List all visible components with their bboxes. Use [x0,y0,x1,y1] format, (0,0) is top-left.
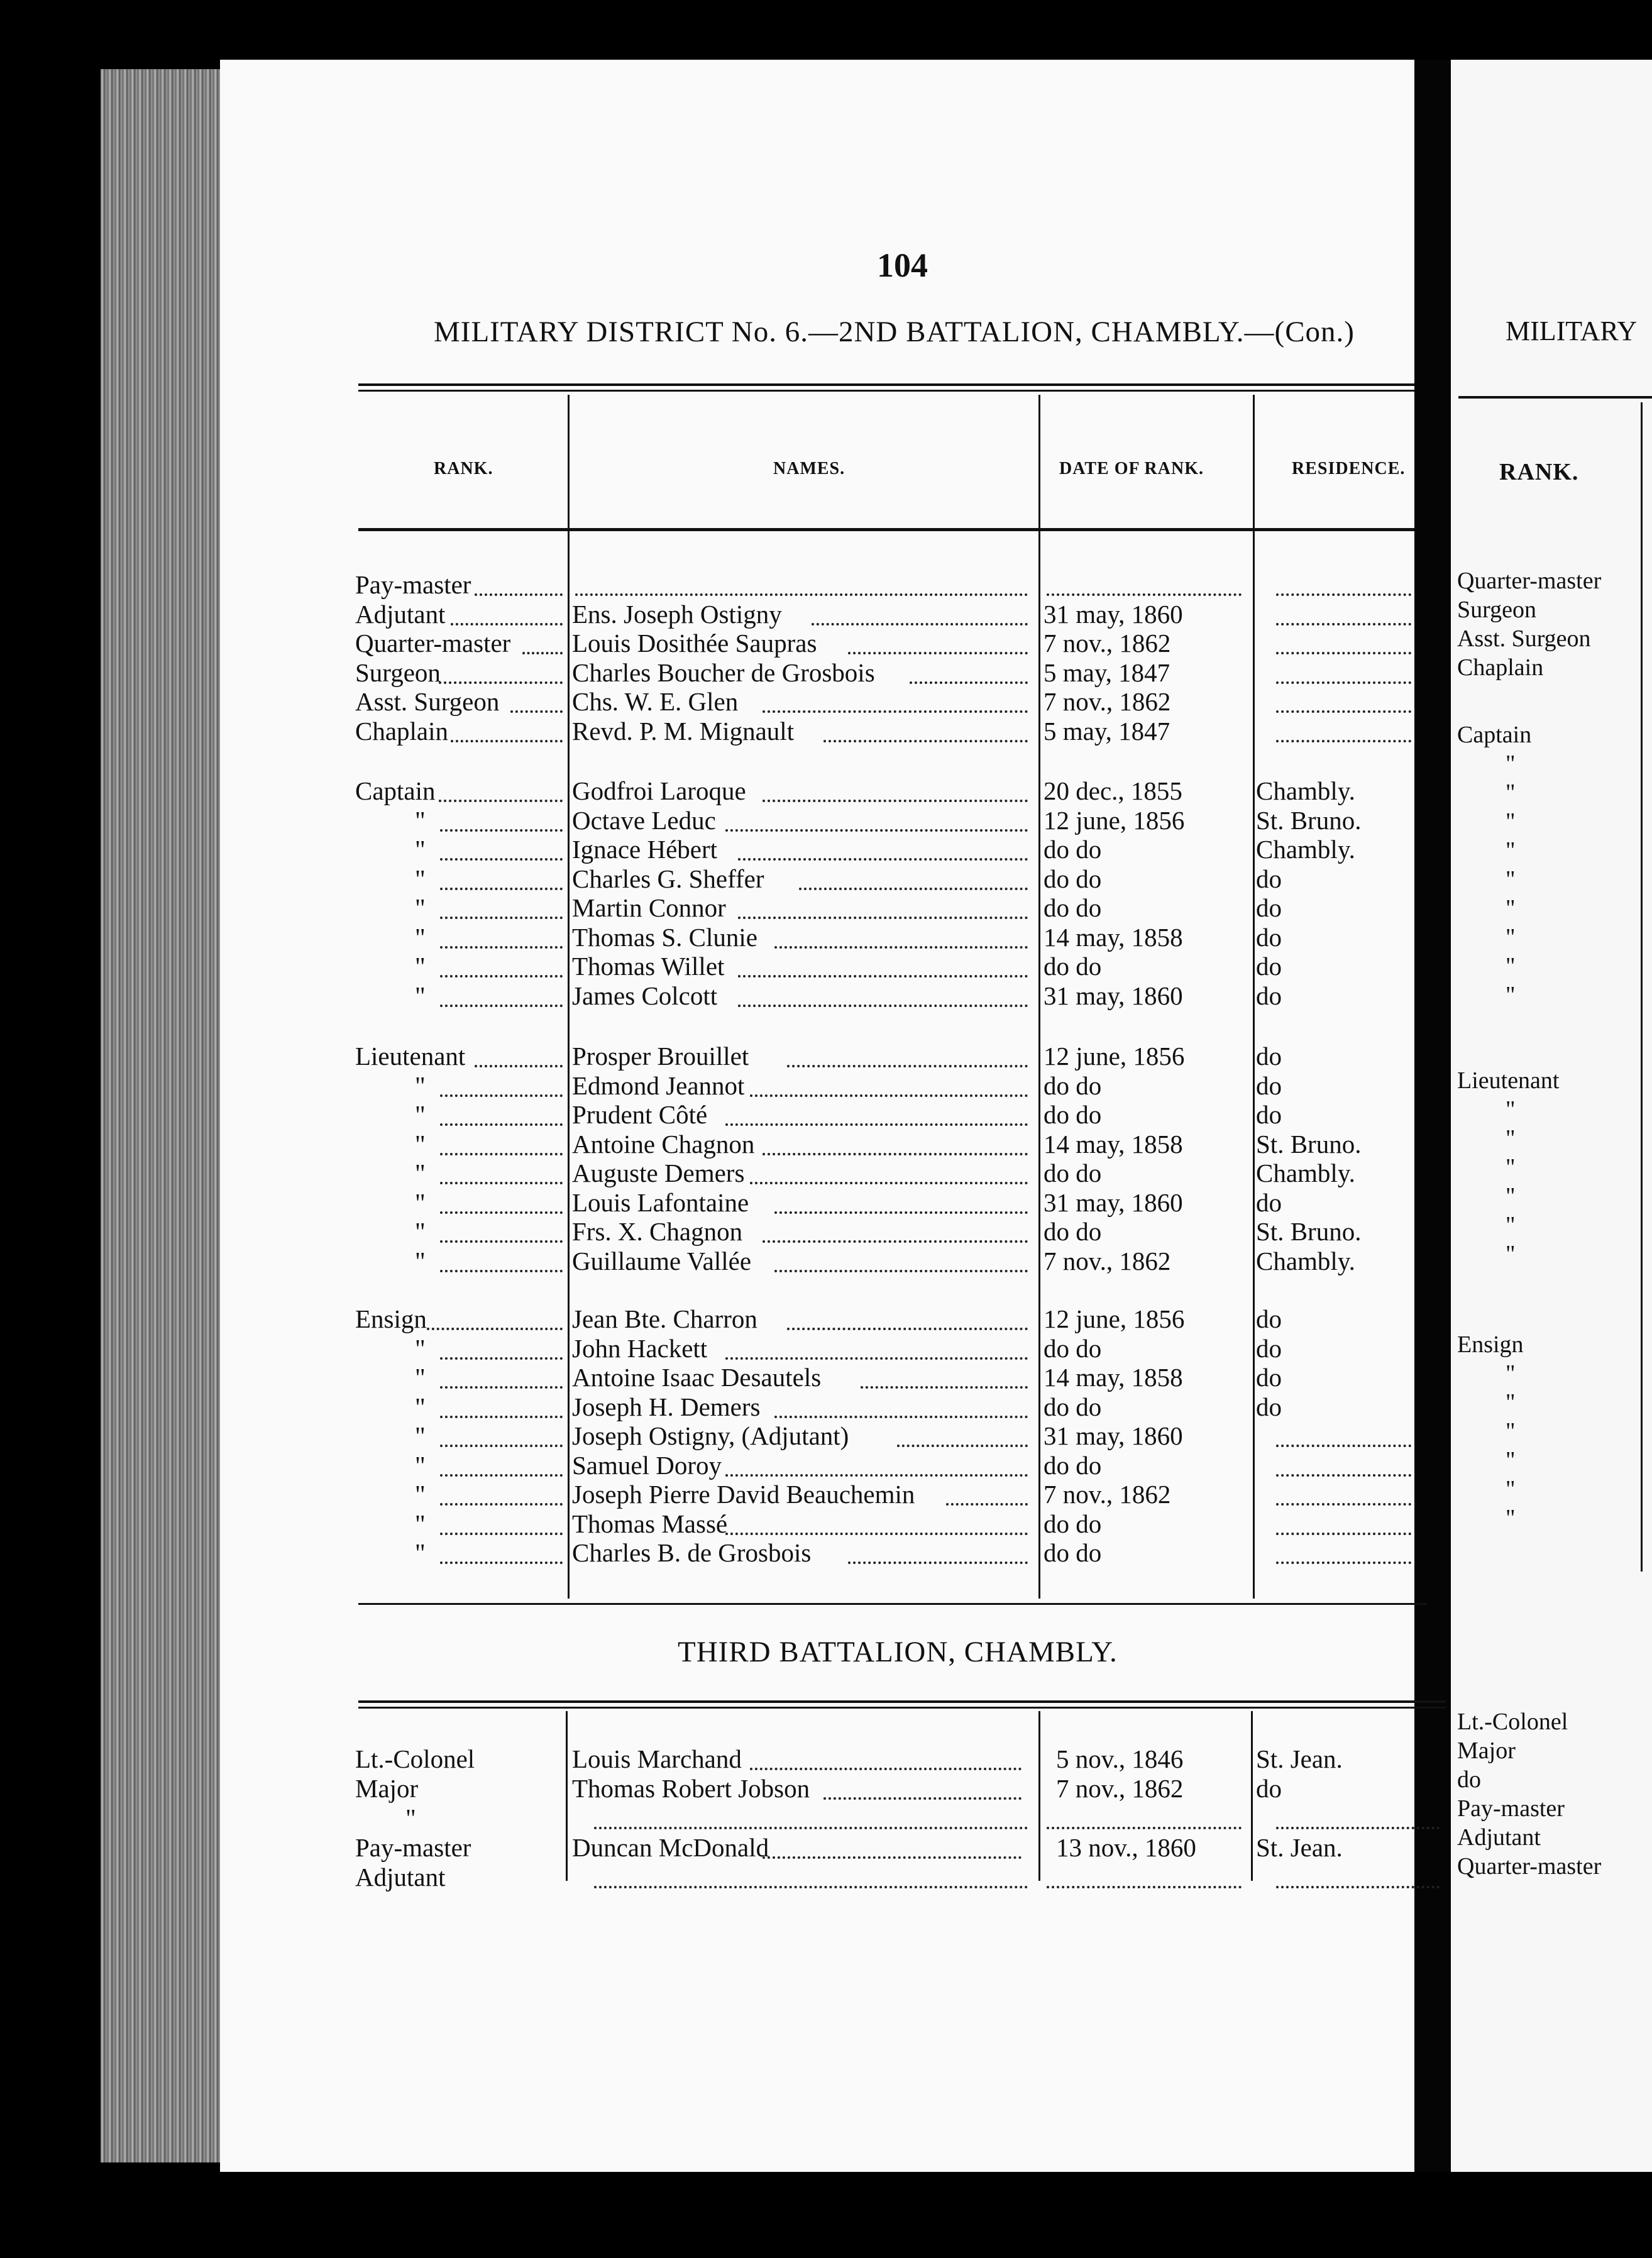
leader-dots [787,1328,1028,1330]
leader-dots [440,829,563,832]
leader-dots [440,917,563,919]
header-residence: RESIDENCE. [1292,459,1406,478]
leader-dots [1276,1533,1411,1535]
right-rank-cell: " [1506,953,1516,979]
col-divider-3 [1253,395,1255,1599]
leader-dots [1047,1886,1242,1888]
header-rank: RANK. [434,459,493,478]
rank-cell: Major [355,1774,419,1803]
residence-cell: Chambly. [1256,1159,1355,1187]
name-cell: Martin Connor [572,893,726,922]
leader-dots [440,1503,563,1506]
table-bottom-rule [358,1603,1427,1605]
date-cell: 12 june, 1856 [1044,1042,1185,1071]
residence-cell: do [1256,1334,1282,1363]
right-rank-cell: " [1506,1418,1516,1445]
rank-cell: " [415,1217,426,1246]
leader-dots [440,1094,563,1097]
table2-col-divider-1 [566,1711,568,1881]
leader-dots [451,740,563,742]
name-cell: Charles B. de Grosbois [572,1538,812,1567]
leader-dots [1276,681,1411,684]
name-cell: Thomas S. Clunie [572,923,757,952]
right-rank-cell: " [1506,1125,1516,1152]
residence-cell: Chambly. [1256,776,1355,805]
rank-cell: Surgeon [355,658,441,687]
col-divider-1 [568,395,570,1599]
date-cell: 31 may, 1860 [1044,600,1183,629]
name-cell: Prosper Brouillet [572,1042,749,1071]
leader-dots [439,800,563,802]
rank-cell: " [415,952,426,981]
leader-dots [946,1503,1028,1506]
leader-dots [799,888,1028,890]
leader-dots [763,710,1028,713]
rank-cell: " [415,1480,426,1509]
name-cell: Edmond Jeannot [572,1071,745,1100]
leader-dots [440,975,563,978]
right-rank-cell: " [1506,1389,1516,1416]
date-cell: 20 dec., 1855 [1044,776,1182,805]
residence-cell: do [1256,1188,1282,1217]
leader-dots [575,593,1028,596]
rank-cell: Quarter-master [355,629,511,658]
name-cell: Antoine Chagnon [572,1130,755,1159]
leader-dots [1047,1827,1242,1829]
right-rank-cell: " [1506,1447,1516,1473]
right-rank-cell: Pay-master [1457,1795,1565,1822]
leader-dots [440,1561,563,1564]
leader-dots [1047,593,1242,596]
rank-cell: " [415,981,426,1010]
leader-dots [750,1182,1028,1184]
leader-dots [774,1270,1028,1272]
name-cell: Charles Boucher de Grosbois [572,658,875,687]
rank-cell: " [415,1130,426,1159]
table-top-rule [358,383,1414,386]
right-rank-cell: Lieutenant [1457,1067,1560,1094]
leader-dots [848,652,1028,654]
name-cell: Jean Bte. Charron [572,1304,757,1333]
date-cell: 14 may, 1858 [1044,1130,1183,1159]
date-cell: 31 may, 1860 [1044,981,1183,1010]
right-rank-cell: " [1506,1096,1516,1123]
residence-cell: do [1256,923,1282,952]
leader-dots [440,1445,563,1447]
residence-cell: do [1256,1071,1282,1100]
leader-dots [763,1153,1028,1155]
date-cell: 5 nov., 1846 [1056,1744,1184,1773]
date-cell: do do [1044,1509,1102,1538]
leader-dots [738,1005,1028,1007]
leader-dots [1276,1445,1411,1447]
leader-dots [475,593,563,596]
book-gutter [1414,60,1451,2172]
leader-dots [427,1328,563,1330]
rank-cell: Captain [355,776,436,805]
date-cell: 31 may, 1860 [1044,1421,1183,1450]
table2-top-rule [358,1700,1446,1703]
date-cell: do do [1044,835,1102,864]
name-cell: Revd. P. M. Mignault [572,717,795,746]
leader-dots [440,1211,563,1214]
rank-cell: Asst. Surgeon [355,687,500,716]
table-top-rule-2 [358,390,1414,392]
name-cell: Joseph H. Demers [572,1392,761,1421]
name-cell: Antoine Isaac Desautels [572,1363,822,1392]
col-divider-2 [1038,395,1040,1599]
right-rank-cell: " [1506,837,1516,864]
right-page-title: MILITARY [1506,316,1638,346]
rank-cell: " [415,1363,426,1392]
rank-cell: Adjutant [355,1863,446,1892]
name-cell: Chs. W. E. Glen [572,687,739,716]
date-cell: do do [1044,864,1102,893]
leader-dots [725,1474,1028,1477]
residence-cell: do [1256,952,1282,981]
leader-dots [774,946,1028,949]
leader-dots [738,858,1028,861]
rank-cell: " [415,1188,426,1217]
leader-dots [440,1474,563,1477]
name-cell: Louis Dosithée Saupras [572,629,817,658]
leader-dots [1276,1474,1411,1477]
name-cell: Thomas Robert Jobson [572,1774,810,1803]
residence-cell: do [1256,1363,1282,1392]
leader-dots [510,710,563,713]
leader-dots [440,1357,563,1360]
date-cell: 31 may, 1860 [1044,1188,1183,1217]
leader-dots [440,1240,563,1243]
right-rank-cell: Chaplain [1457,654,1544,681]
right-table-rule [1458,396,1652,399]
rank-cell: " [415,1538,426,1567]
right-rank-cell: " [1506,1476,1516,1502]
leader-dots [763,1240,1028,1243]
leader-dots [725,1357,1028,1360]
right-rank-cell: Surgeon [1457,597,1536,623]
leader-dots [812,623,1028,625]
date-cell: do do [1044,1334,1102,1363]
right-rank-cell: " [1506,779,1516,806]
name-cell: Louis Marchand [572,1744,742,1773]
rank-cell: Chaplain [355,717,449,746]
right-rank-cell: " [1506,982,1516,1008]
name-cell: Samuel Doroy [572,1451,722,1480]
rank-cell: " [415,1334,426,1363]
date-cell: 14 may, 1858 [1044,1363,1183,1392]
leader-dots [738,975,1028,978]
leader-dots [1276,710,1411,713]
rank-cell: " [415,806,426,835]
leader-dots [475,1065,563,1067]
leader-dots [750,1094,1028,1097]
leader-dots [1276,1561,1411,1564]
rank-cell: " [415,1071,426,1100]
leader-dots [594,1827,1028,1829]
residence-cell: Chambly. [1256,835,1355,864]
rank-cell: " [415,864,426,893]
leader-dots [594,1886,1028,1888]
rank-cell: " [415,835,426,864]
page-number: 104 [877,246,928,284]
date-cell: 14 may, 1858 [1044,923,1183,952]
date-cell: do do [1044,1217,1102,1246]
right-rank-cell: " [1506,808,1516,835]
right-rank-cell: " [1506,1505,1516,1531]
name-cell: Louis Lafontaine [572,1188,749,1217]
rank-cell: " [415,1100,426,1129]
right-rank-cell: Major [1457,1738,1516,1764]
date-cell: 13 nov., 1860 [1056,1833,1196,1862]
rank-cell: " [415,923,426,952]
right-rank-cell: " [1506,1360,1516,1387]
rank-cell: Adjutant [355,600,446,629]
residence-cell: do [1256,981,1282,1010]
page-title: MILITARY DISTRICT No. 6.—2ND BATTALION, CHAMBLY.—(Con.) [434,316,1355,348]
right-rank-cell: " [1506,1154,1516,1181]
name-cell: Prudent Côté [572,1100,708,1129]
leader-dots [440,858,563,861]
right-rank-cell: " [1506,751,1516,777]
leader-dots [440,1416,563,1418]
right-rank-cell: " [1506,895,1516,922]
leader-dots [738,917,1028,919]
residence-cell: St. Bruno. [1256,1217,1362,1246]
name-cell: Duncan McDonald [572,1833,769,1862]
date-cell: 12 june, 1856 [1044,1304,1185,1333]
name-cell: Ignace Hébert [572,835,718,864]
date-cell: 7 nov., 1862 [1044,1480,1171,1509]
date-cell: do do [1044,1392,1102,1421]
right-rank-cell: " [1506,924,1516,950]
leader-dots [440,1270,563,1272]
residence-cell: do [1256,1392,1282,1421]
date-cell: 7 nov., 1862 [1056,1774,1184,1803]
residence-cell: St. Jean. [1256,1744,1343,1773]
name-cell: Charles G. Sheffer [572,864,764,893]
rank-cell: Pay-master [355,570,471,599]
leader-dots [763,1856,1022,1859]
table2-col-divider-2 [1038,1711,1040,1881]
leader-dots [440,1123,563,1126]
date-cell: do do [1044,952,1102,981]
leader-dots [725,829,1028,832]
rank-cell: " [405,1804,416,1832]
residence-cell: do [1256,1042,1282,1071]
leader-dots [1276,740,1411,742]
name-cell: Joseph Ostigny, (Adjutant) [572,1421,849,1450]
name-cell: Frs. X. Chagnon [572,1217,743,1246]
name-cell: Thomas Willet [572,952,725,981]
leader-dots [440,1182,563,1184]
rank-cell: " [415,1421,426,1450]
leader-dots [823,1797,1021,1800]
date-cell: 7 nov., 1862 [1044,629,1171,658]
rank-cell: Pay-master [355,1833,471,1862]
residence-cell: St. Bruno. [1256,1130,1362,1159]
rank-cell: " [415,1159,426,1187]
residence-cell: St. Jean. [1256,1833,1343,1862]
leader-dots [823,740,1028,742]
leader-dots [440,1386,563,1389]
right-rank-cell: " [1506,866,1516,893]
right-rank-cell: Quarter-master [1457,1853,1602,1880]
date-cell: do do [1044,1538,1102,1567]
name-cell: Joseph Pierre David Beauchemin [572,1480,915,1509]
leader-dots [1276,1503,1411,1506]
right-rank-cell: Asst. Surgeon [1457,625,1591,652]
leader-dots [440,888,563,890]
rank-cell: " [415,1451,426,1480]
right-rank-cell: Ensign [1457,1331,1524,1358]
date-cell: do do [1044,1100,1102,1129]
table2-col-divider-3 [1251,1711,1253,1881]
name-cell: James Colcott [572,981,718,1010]
header-date: DATE OF RANK. [1059,459,1204,478]
leader-dots [1276,623,1411,625]
right-rank-cell: Adjutant [1457,1824,1541,1851]
header-bottom-rule [358,528,1414,531]
right-rank-cell: " [1506,1241,1516,1267]
date-cell: 5 may, 1847 [1044,658,1170,687]
date-cell: do do [1044,1451,1102,1480]
residence-cell: Chambly. [1256,1247,1355,1275]
name-cell: Ens. Joseph Ostigny [572,600,782,629]
name-cell: Guillaume Vallée [572,1247,752,1275]
name-cell: Thomas Massé [572,1509,728,1538]
leader-dots [451,623,563,625]
residence-cell: do [1256,864,1282,893]
header-names: NAMES. [773,459,845,478]
right-header-rank: RANK. [1499,459,1579,485]
date-cell: do do [1044,1159,1102,1187]
right-table-divider [1641,402,1643,1572]
leader-dots [774,1211,1028,1214]
residence-cell: do [1256,1774,1282,1803]
leader-dots [897,1445,1028,1447]
right-rank-cell: Captain [1457,722,1532,748]
right-rank-cell: do [1457,1766,1481,1793]
date-cell: 7 nov., 1862 [1044,687,1171,716]
residence-cell: do [1256,893,1282,922]
rank-cell: " [415,1247,426,1275]
right-rank-cell: Lt.-Colonel [1457,1709,1568,1735]
rank-cell: " [415,1509,426,1538]
rank-cell: Ensign [355,1304,427,1333]
name-cell: Godfroi Laroque [572,776,746,805]
date-cell: 12 june, 1856 [1044,806,1185,835]
leader-dots [440,946,563,949]
date-cell: do do [1044,893,1102,922]
leader-dots [774,1416,1028,1418]
table2-top-rule-2 [358,1707,1446,1709]
leader-dots [725,1123,1028,1126]
residence-cell: do [1256,1304,1282,1333]
name-cell: John Hackett [572,1334,708,1363]
right-rank-cell: Quarter-master [1457,568,1602,594]
date-cell: 5 may, 1847 [1044,717,1170,746]
rank-cell: " [415,1392,426,1421]
leader-dots [787,1065,1028,1067]
leader-dots [1276,1827,1440,1829]
name-cell: Octave Leduc [572,806,716,835]
leader-dots [750,1768,1021,1770]
rank-cell: Lieutenant [355,1042,466,1071]
date-cell: 7 nov., 1862 [1044,1247,1171,1275]
residence-cell: St. Bruno. [1256,806,1362,835]
date-cell: do do [1044,1071,1102,1100]
leader-dots [440,1005,563,1007]
rank-cell: " [415,893,426,922]
leader-dots [910,681,1028,684]
leader-dots [848,1561,1028,1564]
leader-dots [861,1386,1028,1389]
right-rank-cell: " [1506,1183,1516,1209]
leader-dots [763,800,1028,802]
rank-cell: Lt.-Colonel [355,1744,475,1773]
right-rank-cell: " [1506,1212,1516,1238]
leader-dots [439,681,563,684]
residence-cell: do [1256,1100,1282,1129]
name-cell: Auguste Demers [572,1159,745,1187]
section-title: THIRD BATTALION, CHAMBLY. [678,1636,1118,1668]
leader-dots [725,1533,1028,1535]
leader-dots [440,1533,563,1535]
leader-dots [1276,652,1411,654]
leader-dots [440,1153,563,1155]
leader-dots [1276,593,1411,596]
leader-dots [1276,1886,1440,1888]
leader-dots [522,652,563,654]
